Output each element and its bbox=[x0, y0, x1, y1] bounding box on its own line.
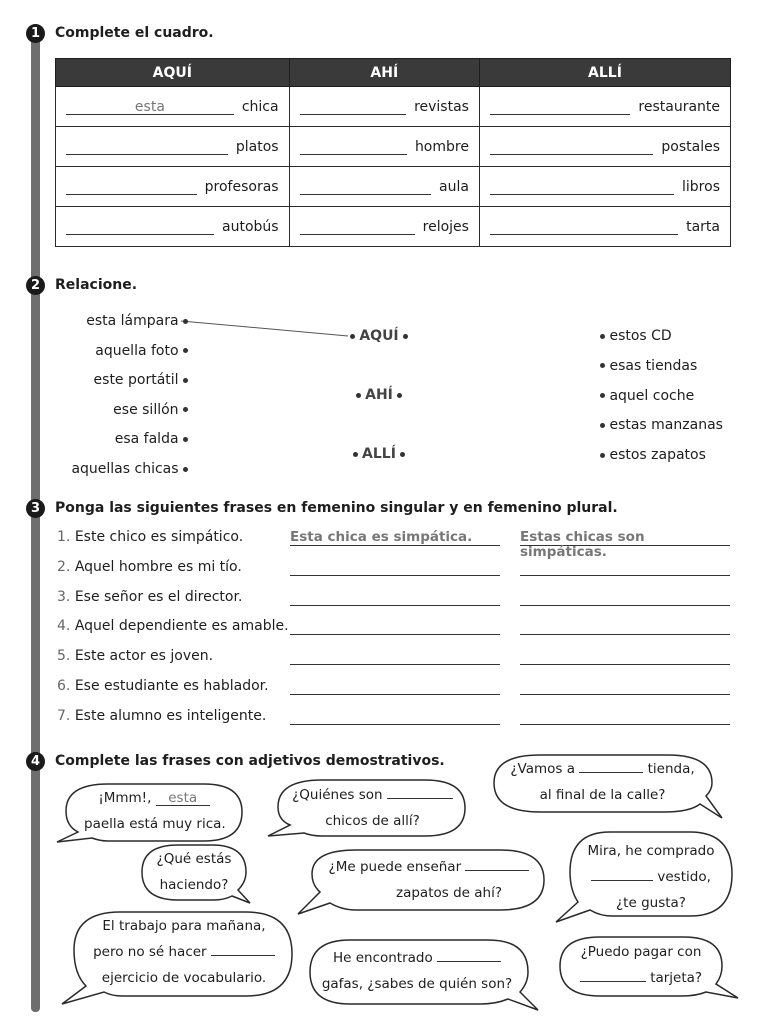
match-left-label: esta lámpara bbox=[86, 313, 179, 329]
match-right-label: esas tiendas bbox=[609, 357, 698, 374]
bubble-6-line1: Mira, he comprado bbox=[587, 843, 715, 859]
item-number: 4. bbox=[57, 618, 71, 635]
match-left-label: ese sillón bbox=[113, 401, 179, 418]
sentence-text: Aquel dependiente es amable. bbox=[74, 618, 289, 635]
place-label: ALLÍ bbox=[362, 446, 396, 462]
bubble-9-text bbox=[566, 939, 716, 991]
bubble-5-text bbox=[318, 854, 540, 906]
bubble-7-blank[interactable] bbox=[211, 942, 275, 956]
noun-label: chica bbox=[241, 98, 279, 115]
place-label: AQUÍ bbox=[359, 328, 399, 344]
place-label: AHÍ bbox=[365, 387, 393, 403]
noun-label: profesoras bbox=[204, 178, 279, 195]
sentence-text: Este alumno es inteligente. bbox=[74, 707, 267, 724]
item-number: 7. bbox=[57, 707, 71, 724]
bubble-3-line2: al final de la calle? bbox=[539, 787, 666, 803]
noun-label: revistas bbox=[414, 98, 469, 115]
bubble-6-blank[interactable] bbox=[591, 867, 653, 881]
noun-label: tarta bbox=[686, 218, 720, 235]
exercise-3-title: Ponga las siguientes frases en femenino singular y en femenino plural. bbox=[55, 500, 618, 516]
sentence-text: Ese señor es el director. bbox=[74, 588, 243, 605]
bubble-4-line2: haciendo? bbox=[159, 877, 229, 893]
exercise-1-title: Complete el cuadro. bbox=[55, 25, 214, 41]
bubble-5-line1: ¿Me puede enseñar bbox=[328, 859, 462, 875]
exercise-3-number: 3 bbox=[26, 499, 45, 518]
item-number: 2. bbox=[57, 558, 71, 575]
bubble-9-blank[interactable] bbox=[580, 968, 646, 982]
item-number: 6. bbox=[57, 678, 71, 694]
bubble-7-line2: pero no sé hacer bbox=[93, 944, 207, 960]
sentence-text: Aquel hombre es mi tío. bbox=[74, 558, 242, 575]
exercise-4-number: 4 bbox=[26, 752, 45, 771]
noun-label: restaurante bbox=[638, 98, 720, 115]
item-number: 5. bbox=[57, 648, 71, 665]
exercise-4-title: Complete las frases con adjetivos demostrativos. bbox=[55, 753, 445, 769]
bubble-8-blank[interactable] bbox=[437, 948, 501, 962]
plural-answer[interactable]: Estas chicas son simpáticas. bbox=[520, 530, 730, 546]
bubble-6-line3: ¿te gusta? bbox=[616, 895, 686, 911]
sentence-text: Este actor es joven. bbox=[74, 648, 214, 665]
bubble-5-line2: zapatos de ahí? bbox=[396, 885, 502, 901]
match-left-label: este portátil bbox=[93, 372, 179, 389]
exercise-1-number: 1 bbox=[26, 24, 45, 43]
sentence-text: Este chico es simpático. bbox=[74, 529, 244, 545]
bubble-3-pre: ¿Vamos a bbox=[510, 761, 575, 777]
match-right-label: estos CD bbox=[609, 328, 672, 344]
bubble-4-text bbox=[148, 846, 240, 898]
bubble-3-text bbox=[500, 756, 705, 808]
noun-label: autobús bbox=[222, 218, 279, 235]
sentence-text: Ese estudiante es hablador. bbox=[74, 678, 269, 694]
bubble-2-line1: ¿Quiénes son bbox=[292, 787, 383, 803]
match-right-label: estas manzanas bbox=[609, 417, 723, 434]
bubble-1-answer[interactable]: esta bbox=[156, 791, 210, 806]
noun-label: platos bbox=[235, 138, 279, 155]
bubble-5-blank[interactable] bbox=[465, 857, 529, 871]
bubble-1-line1: ¡Mmm!, bbox=[98, 790, 152, 806]
header-ahi: AHÍ bbox=[289, 59, 479, 87]
bubble-7-line1: El trabajo para mañana, bbox=[102, 918, 266, 934]
bubble-3-post: tienda, bbox=[647, 761, 695, 777]
noun-label: aula bbox=[439, 178, 469, 195]
bubble-9-line1: ¿Puedo pagar con bbox=[580, 944, 702, 960]
bubble-3-blank[interactable] bbox=[579, 759, 643, 773]
bubble-2-line2: chicos de allí? bbox=[325, 813, 420, 829]
bubble-4-line1: ¿Qué estás bbox=[156, 851, 232, 867]
noun-label: postales bbox=[661, 138, 720, 155]
noun-label: relojes bbox=[422, 218, 469, 235]
answer-blank[interactable]: esta bbox=[66, 100, 234, 115]
header-alli: ALLÍ bbox=[479, 59, 730, 87]
bubble-6-post: vestido, bbox=[657, 869, 711, 885]
exercise-2-title: Relacione. bbox=[55, 277, 138, 293]
match-left-label: aquella foto bbox=[95, 342, 179, 359]
item-number: 3. bbox=[57, 588, 71, 605]
match-right-label: estos zapatos bbox=[609, 447, 706, 464]
bubble-9-post: tarjeta? bbox=[650, 970, 703, 986]
header-aqui: AQUÍ bbox=[56, 59, 290, 87]
match-left-label: esa falda bbox=[114, 431, 179, 448]
bubble-8-text bbox=[314, 945, 520, 997]
bubble-7-line3: ejercicio de vocabulario. bbox=[101, 970, 267, 986]
noun-label: hombre bbox=[414, 138, 469, 155]
bubble-1-text bbox=[84, 785, 224, 837]
match-right-label: aquel coche bbox=[609, 387, 695, 404]
singular-answer[interactable]: Esta chica es simpática. bbox=[290, 530, 500, 546]
bubble-7-text bbox=[82, 913, 286, 991]
bubble-8-line1: He encontrado bbox=[332, 950, 433, 966]
match-left-label: aquellas chicas bbox=[71, 461, 179, 477]
exercise-2-number: 2 bbox=[26, 276, 45, 295]
item-number: 1. bbox=[57, 529, 71, 545]
bubble-8-line2: gafas, ¿sabes de quién son? bbox=[321, 976, 513, 992]
bubble-6-text bbox=[576, 838, 726, 916]
bubble-1-line2: paella está muy rica. bbox=[84, 816, 226, 832]
noun-label: libros bbox=[682, 178, 720, 195]
bubble-2-text bbox=[290, 782, 455, 834]
bubble-2-blank[interactable] bbox=[387, 785, 453, 799]
